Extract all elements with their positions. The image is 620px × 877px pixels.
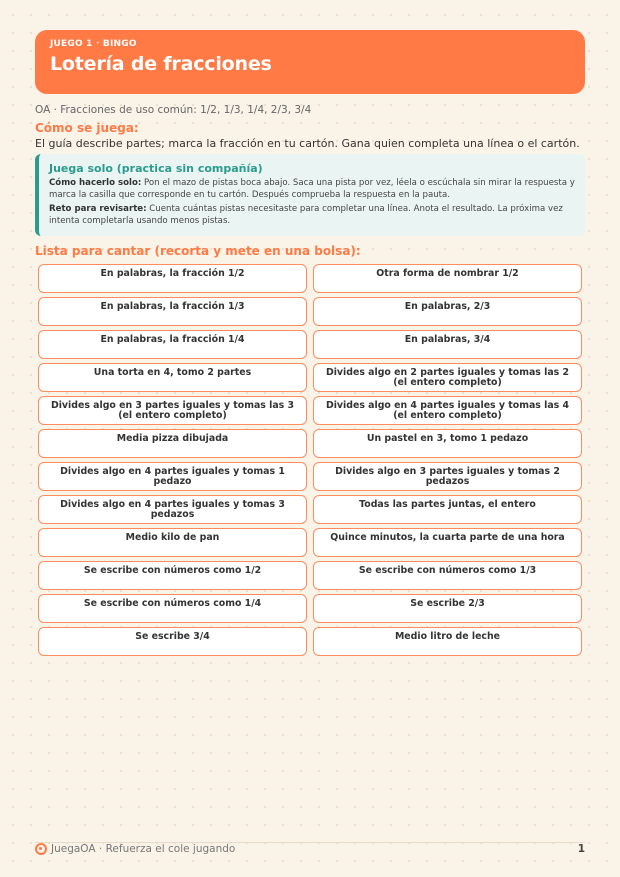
call-list-heading: Lista para cantar (recorta y mete en una bolsa): [35,244,361,258]
how-to-play-text: El guía describe partes; marca la fracción en tu cartón. Gana quien completa una línea o el cartón. [35,137,580,150]
page-title: Lotería de fracciones [50,53,272,75]
call-card: Media pizza dibujada [38,429,307,458]
call-card: Un pastel en 3, tomo 1 pedazo [313,429,582,458]
call-card: Divides algo en 4 partes iguales y tomas 3 pedazos [38,495,307,524]
call-card: Divides algo en 2 partes iguales y tomas las 2 (el entero completo) [313,363,582,392]
solo-challenge-label: Reto para revisarte: [49,204,147,214]
solo-challenge-text: Cuenta cuántas pistas necesitaste para completar una línea. Anota el resultado. La próxima vez intenta completarla usando menos pistas. [49,204,563,226]
game-header [35,30,585,94]
solo-play-box [35,154,585,236]
call-card: Otra forma de nombrar 1/2 [313,264,582,293]
call-card: Divides algo en 4 partes iguales y tomas 1 pedazo [38,462,307,491]
solo-instructions [49,178,575,201]
call-card: Se escribe con números como 1/2 [38,561,307,590]
call-card: Se escribe 2/3 [313,594,582,623]
page-number: 1 [577,843,585,855]
call-card: Una torta en 4, tomo 2 partes [38,363,307,392]
call-card: Divides algo en 4 partes iguales y tomas las 4 (el entero completo) [313,396,582,425]
call-card: Todas las partes juntas, el entero [313,495,582,524]
logo-ring-icon [35,843,47,855]
solo-challenge [49,204,575,227]
call-card: Se escribe con números como 1/3 [313,561,582,590]
call-card: Medio kilo de pan [38,528,307,557]
solo-instructions-label: Cómo hacerlo solo: [49,178,142,188]
call-card: Divides algo en 3 partes iguales y tomas 2 pedazos [313,462,582,491]
how-to-play-heading: Cómo se juega: [35,121,139,135]
call-card: En palabras, la fracción 1/3 [38,297,307,326]
call-card: Se escribe con números como 1/4 [38,594,307,623]
call-card: Quince minutos, la cuarta parte de una hora [313,528,582,557]
call-card: Se escribe 3/4 [38,627,307,656]
call-card: Medio litro de leche [313,627,582,656]
learning-objective: OA · Fracciones de uso común: 1/2, 1/3, 1/4, 2/3, 3/4 [35,104,312,116]
solo-play-heading: Juega solo (practica sin compañía) [49,162,263,175]
game-kicker: JUEGO 1 · BINGO [50,39,137,49]
call-card: En palabras, la fracción 1/2 [38,264,307,293]
call-card: Divides algo en 3 partes iguales y tomas las 3 (el entero completo) [38,396,307,425]
call-card: En palabras, la fracción 1/4 [38,330,307,359]
solo-instructions-text: Pon el mazo de pistas boca abajo. Saca una pista por vez, léela o escúchala sin mirar la respuesta y marca la casilla que corresponde en tu cartón. Después comprueba la respuesta en la pauta. [49,178,575,200]
call-card: En palabras, 2/3 [313,297,582,326]
footer-brand: JuegaOA · Refuerza el cole jugando [51,843,236,855]
call-card: En palabras, 3/4 [313,330,582,359]
page-footer [35,843,585,857]
call-card-grid [38,264,582,656]
